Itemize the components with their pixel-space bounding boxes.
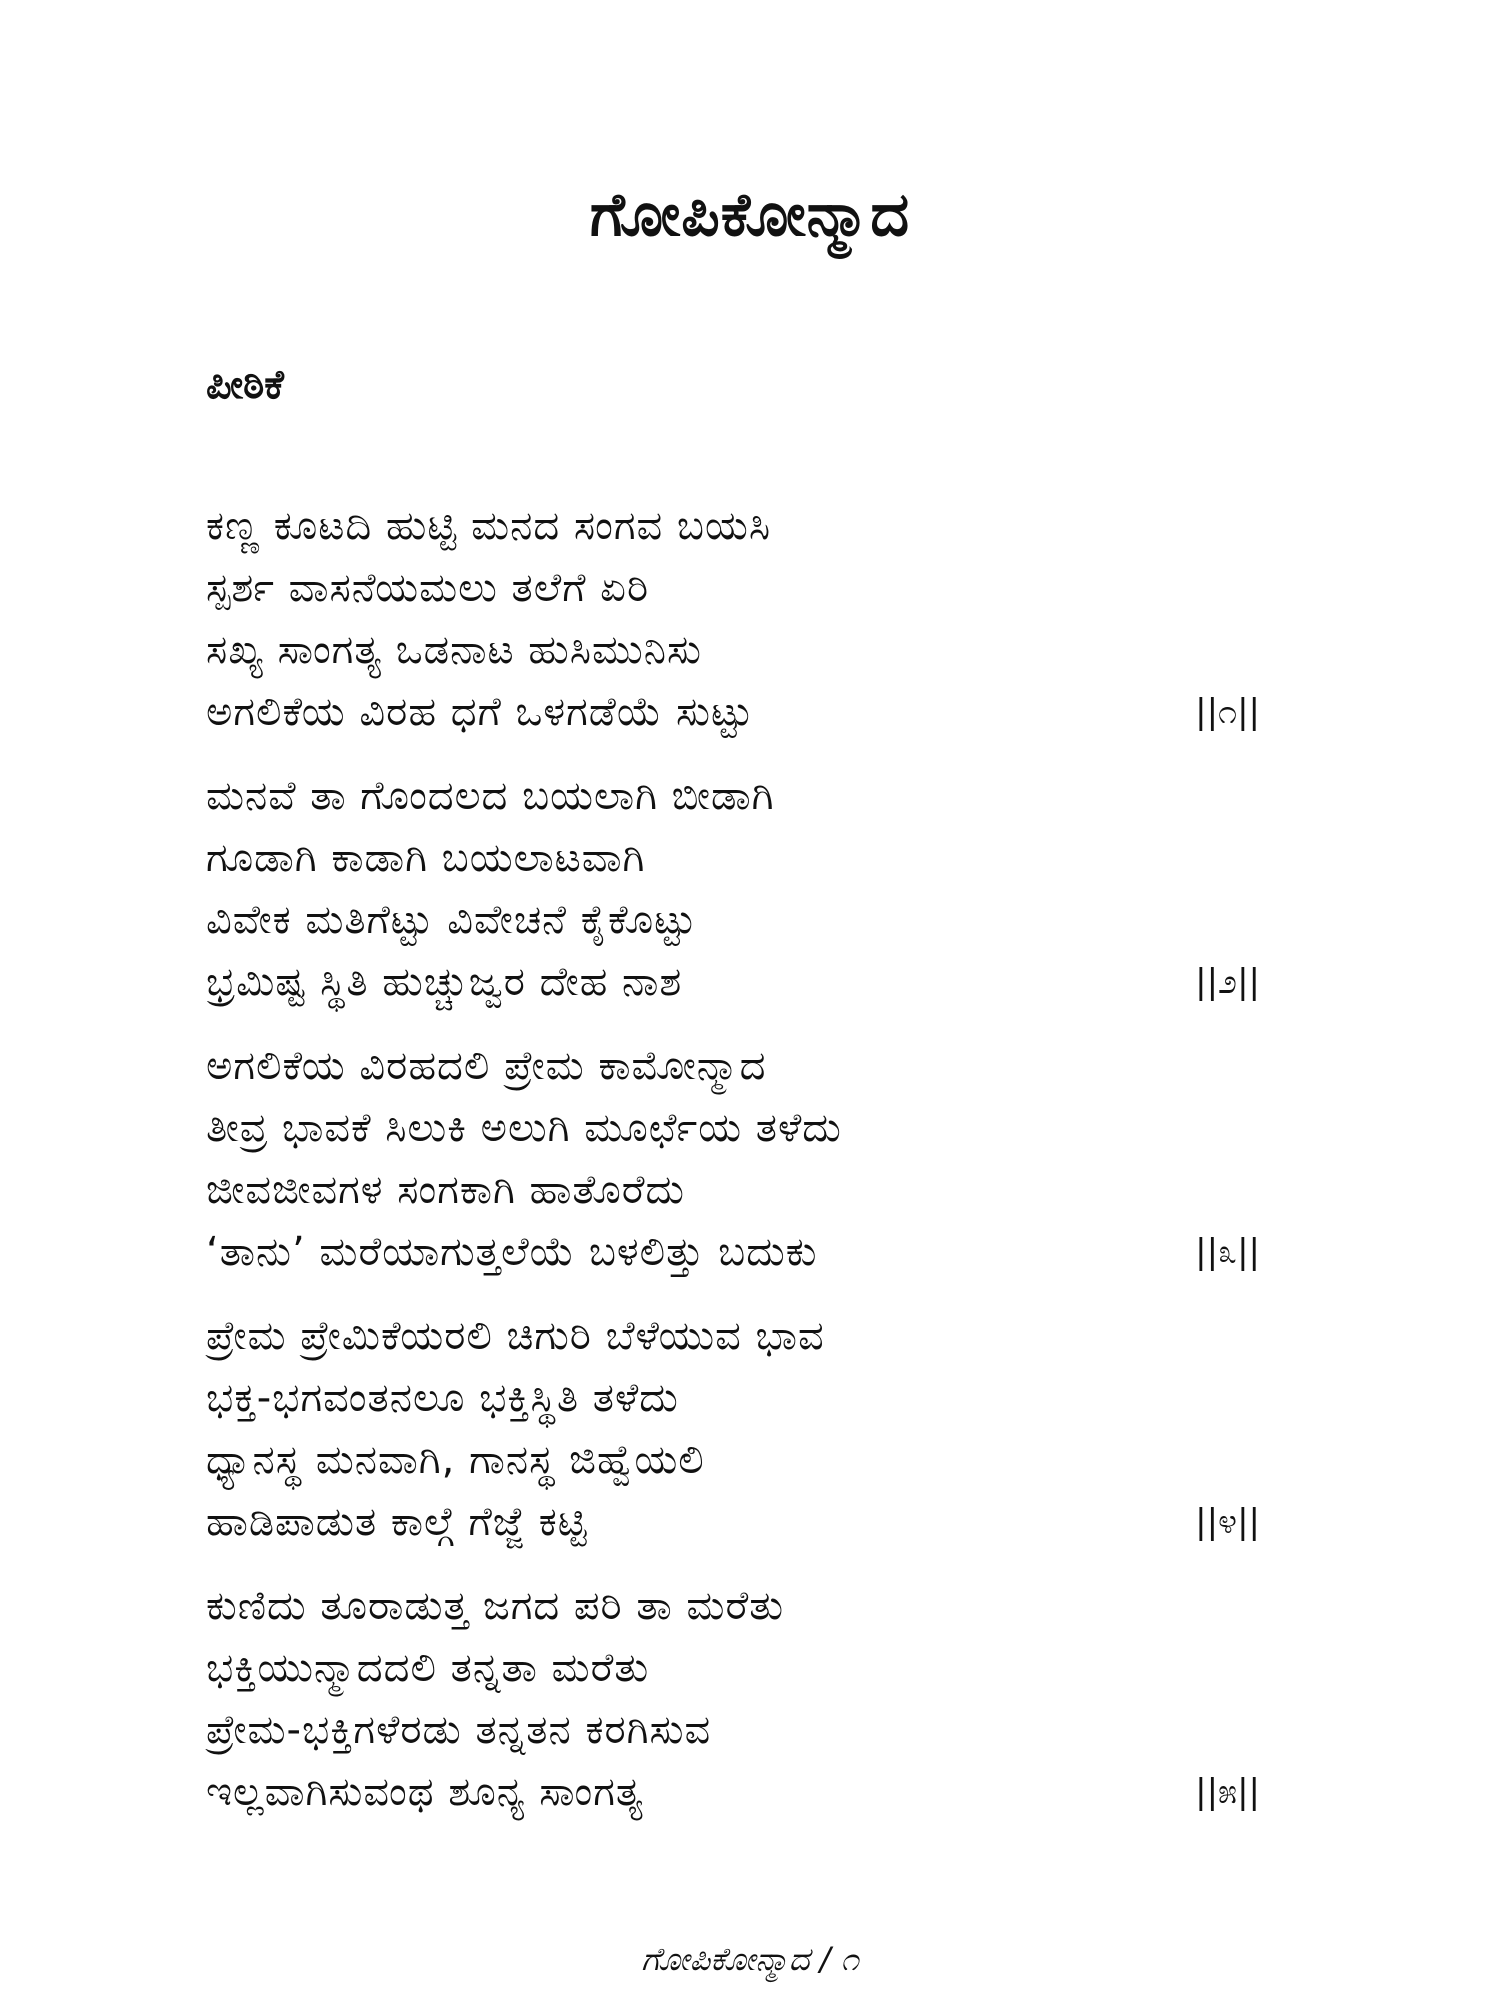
- verse-line: ಗೂಡಾಗಿ ಕಾಡಾಗಿ ಬಯಲಾಟವಾಗಿ: [206, 835, 646, 881]
- verse-line: ಇಲ್ಲವಾಗಿಸುವಂಥ ಶೂನ್ಯ ಸಾಂಗತ್ಯ: [206, 1769, 644, 1815]
- stanza-number: ||೩||: [1195, 1232, 1260, 1272]
- verse-line: ಜೀವಜೀವಗಳ ಸಂಗಕಾಗಿ ಹಾತೊರೆದು: [206, 1167, 686, 1213]
- stanza-number: ||೫||: [1195, 1772, 1260, 1812]
- verse-line: ‘ತಾನು’ ಮರೆಯಾಗುತ್ತಲೆಯೆ ಬಳಲಿತ್ತು ಬದುಕು: [206, 1229, 818, 1275]
- verse-line: ತೀವ್ರ ಭಾವಕೆ ಸಿಲುಕಿ ಅಲುಗಿ ಮೂರ್ಛೆಯ ತಳೆದು: [206, 1105, 842, 1151]
- verse-line: ಕಣ್ಣ ಕೂಟದಿ ಹುಟ್ಟಿ ಮನದ ಸಂಗವ ಬಯಸಿ: [206, 503, 772, 549]
- stanza-5: [206, 1575, 1260, 1823]
- verse-line: ಭ್ರಮಿಷ್ಟ ಸ್ಥಿತಿ ಹುಚ್ಚುಜ್ವರ ದೇಹ ನಾಶ: [206, 959, 683, 1005]
- stanza-3: [206, 1035, 1260, 1283]
- verse-line: ಸ್ಪರ್ಶ ವಾಸನೆಯಮಲು ತಲೆಗೆ ಏರಿ: [206, 565, 650, 611]
- verse-line: ಅಗಲಿಕೆಯ ವಿರಹ ಧಗೆ ಒಳಗಡೆಯೆ ಸುಟ್ಟು: [206, 689, 754, 735]
- verse-line: ಪ್ರೇಮ-ಭಕ್ತಿಗಳೆರಡು ತನ್ನತನ ಕರಗಿಸುವ: [206, 1707, 712, 1753]
- stanza-1: [206, 495, 1260, 743]
- poem-body: [206, 495, 1260, 1845]
- verse-line: ಭಕ್ತ-ಭಗವಂತನಲೂ ಭಕ್ತಿಸ್ಥಿತಿ ತಳೆದು: [206, 1375, 679, 1421]
- stanza-number: ||೨||: [1195, 962, 1260, 1002]
- stanza-number: ||೧||: [1195, 692, 1260, 732]
- verse-line: ಹಾಡಿಪಾಡುತ ಕಾಲ್ಗೆ ಗೆಜ್ಜೆ ಕಟ್ಟಿ: [206, 1499, 588, 1545]
- stanza-4: [206, 1305, 1260, 1553]
- page-title: ಗೋಪಿಕೋನ್ಮಾದ: [589, 180, 911, 250]
- section-heading: ಪೀಠಿಕೆ: [206, 362, 284, 408]
- verse-line: ಧ್ಯಾನಸ್ಥ ಮನವಾಗಿ, ಗಾನಸ್ಥ ಜಿಹ್ವೆಯಲಿ: [206, 1437, 705, 1483]
- verse-line: ಮನವೆ ತಾ ಗೊಂದಲದ ಬಯಲಾಗಿ ಬೀಡಾಗಿ: [206, 773, 775, 819]
- verse-line: ಪ್ರೇಮ ಪ್ರೇಮಿಕೆಯರಲಿ ಚಿಗುರಿ ಬೆಳೆಯುವ ಭಾವ: [206, 1313, 825, 1359]
- page-footer: ಗೋಪಿಕೋನ್ಮಾದ / ೧: [641, 1940, 859, 1978]
- verse-line: ವಿವೇಕ ಮತಿಗೆಟ್ಟು ವಿವೇಚನೆ ಕೈಕೊಟ್ಟು: [206, 897, 697, 943]
- verse-line: ಭಕ್ತಿಯುನ್ಮಾದದಲಿ ತನ್ನತಾ ಮರೆತು: [206, 1645, 650, 1691]
- verse-line: ಕುಣಿದು ತೂರಾಡುತ್ತ ಜಗದ ಪರಿ ತಾ ಮರೆತು: [206, 1583, 785, 1629]
- stanza-2: [206, 765, 1260, 1013]
- stanza-number: ||೪||: [1195, 1502, 1260, 1542]
- verse-line: ಸಖ್ಯ ಸಾಂಗತ್ಯ ಒಡನಾಟ ಹುಸಿಮುನಿಸು: [206, 627, 702, 673]
- verse-line: ಅಗಲಿಕೆಯ ವಿರಹದಲಿ ಪ್ರೇಮ ಕಾಮೋನ್ಮಾದ: [206, 1043, 767, 1089]
